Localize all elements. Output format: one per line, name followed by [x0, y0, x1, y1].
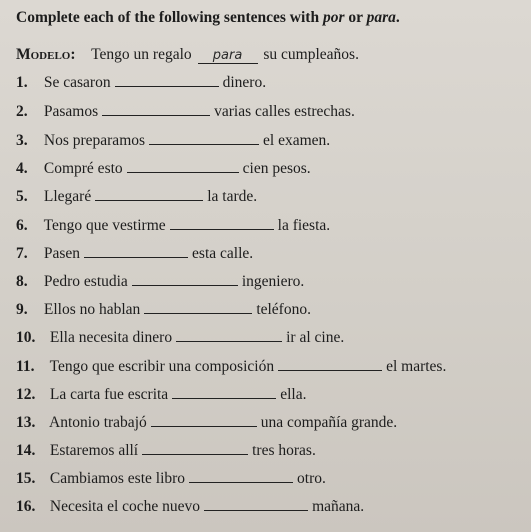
- item-text-before: Cambiamos este libro: [49, 470, 186, 487]
- item-text-before: Necesita el coche nuevo: [49, 498, 201, 515]
- exercise-item: [16, 386, 306, 404]
- item-text-after: esta calle.: [192, 245, 254, 262]
- exercise-item: [16, 442, 316, 460]
- answer-blank[interactable]: [170, 228, 274, 230]
- item-text-after: la tarde.: [207, 188, 258, 205]
- item-text-before: Ellos no hablan: [43, 301, 141, 318]
- item-text-after: una compañía grande.: [260, 414, 398, 431]
- item-text-before: La carta fue escrita: [49, 386, 169, 403]
- exercise-item: [16, 498, 364, 516]
- item-text-after: la fiesta.: [277, 217, 331, 234]
- item-number: 4.: [16, 160, 28, 177]
- modelo-example: [16, 46, 359, 64]
- item-text-before: Compré esto: [43, 160, 123, 177]
- answer-blank[interactable]: [127, 171, 239, 173]
- item-text-after: ella.: [280, 386, 307, 403]
- instructions-para: para: [366, 9, 396, 26]
- answer-blank[interactable]: [115, 85, 219, 87]
- instructions-end: .: [395, 9, 400, 26]
- item-number: 10.: [16, 329, 36, 346]
- item-text-after: ingeniero.: [241, 273, 305, 290]
- item-text-after: el examen.: [263, 132, 331, 149]
- exercise-item: [16, 470, 326, 488]
- item-number: 2.: [16, 103, 28, 120]
- modelo-sentence-start: Tengo un regalo: [91, 46, 192, 63]
- exercise-item: [16, 74, 266, 92]
- item-text-after: teléfono.: [256, 301, 311, 318]
- item-number: 14.: [16, 442, 36, 459]
- item-text-before: Nos preparamos: [43, 132, 146, 149]
- item-number: 3.: [16, 132, 28, 149]
- item-text-before: Ella necesita dinero: [49, 329, 173, 346]
- answer-blank[interactable]: [149, 143, 259, 145]
- answer-blank[interactable]: [151, 425, 257, 427]
- item-text-after: el martes.: [386, 358, 447, 375]
- instructions-por: por: [322, 9, 345, 26]
- answer-blank[interactable]: [278, 369, 382, 371]
- exercise-item: [16, 160, 311, 178]
- item-text-after: otro.: [297, 470, 326, 487]
- item-text-before: Pasamos: [43, 103, 99, 120]
- exercise-item: [16, 329, 344, 347]
- exercise-item: [16, 217, 330, 235]
- item-text-before: Pedro estudia: [43, 273, 128, 290]
- item-number: 7.: [16, 245, 28, 262]
- item-text-before: Tengo que escribir una composición: [49, 358, 275, 375]
- item-text-after: varias calles estrechas.: [214, 103, 355, 120]
- exercise-item: [16, 188, 257, 206]
- item-number: 13.: [16, 414, 36, 431]
- answer-blank[interactable]: [102, 114, 210, 116]
- answer-blank[interactable]: [172, 397, 276, 399]
- answer-blank[interactable]: [189, 481, 293, 483]
- item-number: 15.: [16, 470, 36, 487]
- answer-blank[interactable]: [204, 509, 308, 511]
- item-text-before: Estaremos allí: [49, 442, 139, 459]
- item-text-before: Antonio trabajó: [49, 414, 147, 431]
- answer-blank[interactable]: [142, 453, 248, 455]
- modelo-label: Modelo:: [16, 46, 76, 63]
- instructions-text: Complete each of the following sentences with: [16, 9, 323, 26]
- exercise-item: [16, 132, 330, 150]
- item-text-after: mañana.: [312, 498, 365, 515]
- item-text-before: Se casaron: [43, 74, 111, 91]
- item-number: 8.: [16, 273, 28, 290]
- exercise-item: [16, 245, 253, 263]
- item-text-after: tres horas.: [252, 442, 316, 459]
- instructions-or: or: [344, 9, 367, 26]
- item-text-before: Tengo que vestirme: [43, 217, 166, 234]
- answer-blank[interactable]: [176, 340, 282, 342]
- item-number: 9.: [16, 301, 28, 318]
- exercise-item: [16, 301, 311, 319]
- item-number: 6.: [16, 217, 28, 234]
- exercise-item: [16, 273, 304, 291]
- answer-blank[interactable]: [132, 284, 238, 286]
- answer-blank[interactable]: [84, 256, 188, 258]
- item-number: 1.: [16, 74, 28, 91]
- instructions: [16, 9, 400, 27]
- modelo-sentence-end: su cumpleaños.: [263, 46, 359, 63]
- item-number: 16.: [16, 498, 36, 515]
- item-text-after: dinero.: [222, 74, 267, 91]
- item-text-before: Pasen: [43, 245, 81, 262]
- exercise-item: [16, 358, 446, 376]
- answer-blank[interactable]: [144, 312, 252, 314]
- answer-blank[interactable]: [95, 199, 203, 201]
- item-text-before: Llegaré: [43, 188, 92, 205]
- item-number: 12.: [16, 386, 36, 403]
- item-text-after: ir al cine.: [286, 329, 345, 346]
- item-number: 11.: [16, 358, 35, 375]
- exercise-item: [16, 414, 397, 432]
- item-text-after: cien pesos.: [242, 160, 311, 177]
- exercise-item: [16, 103, 355, 121]
- modelo-answer: para: [198, 49, 258, 64]
- item-number: 5.: [16, 188, 28, 205]
